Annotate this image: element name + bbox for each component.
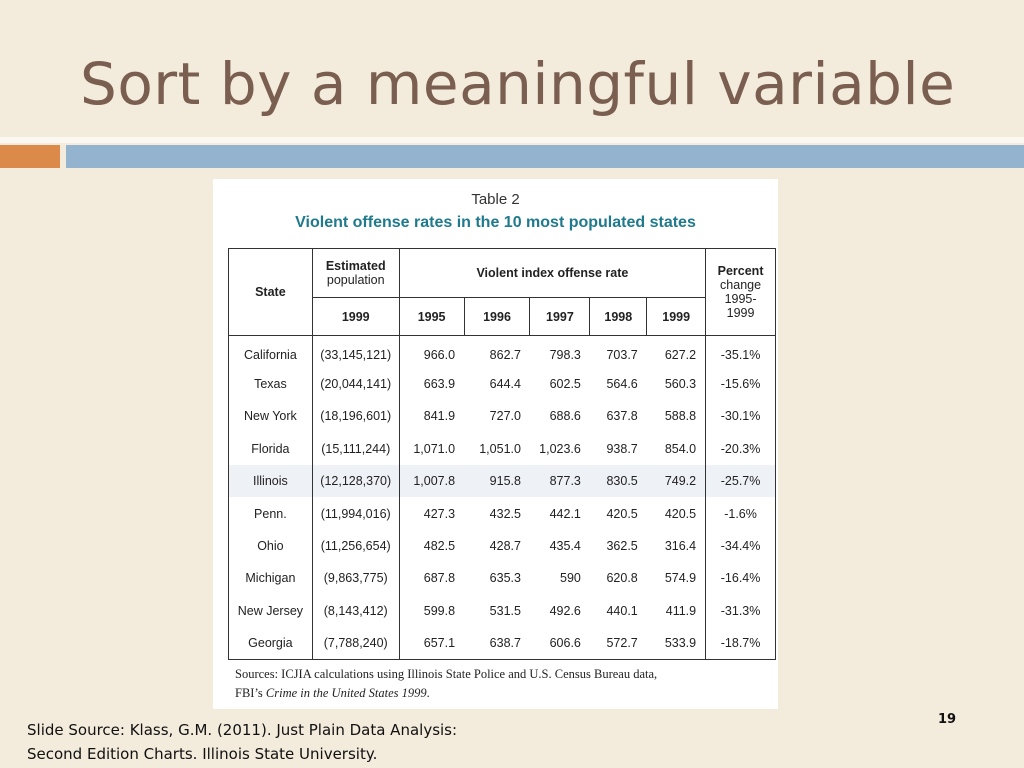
- cell-population: (8,143,412): [312, 595, 399, 627]
- cell-percent-change: -31.3%: [706, 595, 776, 627]
- cell-percent-change: -15.6%: [706, 368, 776, 400]
- cell-1997: 602.5: [549, 377, 581, 392]
- cell-state: Ohio: [229, 530, 313, 562]
- cell-percent-change: -25.7%: [706, 465, 776, 497]
- cell-1999: 411.9: [647, 595, 706, 627]
- cell-percent-change: -34.4%: [706, 530, 776, 562]
- cell-percent-change: -18.7%: [706, 627, 776, 659]
- cell-1995: 841.9: [399, 400, 464, 432]
- sources-publication: Crime in the United States 1999: [265, 686, 427, 700]
- cell-1997: 606.6: [530, 627, 590, 659]
- table-row: [229, 336, 776, 368]
- cell-1996: 531.5: [489, 603, 521, 618]
- cell-population: (12,128,370): [312, 465, 399, 497]
- cell-1996: 915.8: [464, 465, 530, 497]
- table-row: [229, 433, 776, 465]
- table-row: [229, 400, 776, 432]
- cell-1995: 966.0: [399, 336, 464, 368]
- footer-line1: Slide Source: Klass, G.M. (2011). Just Plain Data Analysis:: [27, 721, 458, 739]
- table-row: [229, 530, 776, 562]
- cell-1999: 533.9: [647, 627, 706, 659]
- cell-1995: 599.8: [399, 595, 464, 627]
- cell-1999: 854.0: [647, 433, 706, 465]
- cell-population: (20,044,141): [312, 368, 399, 400]
- cell-1996: 635.3: [489, 571, 521, 586]
- header-year-1997: 1997: [530, 298, 590, 336]
- sources-prefix: FBI’s: [235, 686, 266, 700]
- header-population-line1: Estimated: [325, 259, 386, 273]
- cell-1997: 492.6: [549, 603, 581, 618]
- cell-1996: 727.0: [489, 409, 521, 424]
- cell-1997: 798.3: [549, 347, 581, 362]
- cell-percent-change: -1.6%: [706, 497, 776, 529]
- cell-state: Florida: [229, 433, 313, 465]
- table-row: [229, 595, 776, 627]
- header-population-line2: population: [326, 273, 385, 287]
- cell-1998: 440.1: [606, 603, 638, 618]
- cell-1996: 432.5: [489, 506, 521, 521]
- cell-1999: 420.5: [647, 497, 706, 529]
- table-caption: Table 2: [471, 191, 520, 208]
- cell-1997: 688.6: [549, 409, 581, 424]
- cell-1996: 644.4: [489, 377, 521, 392]
- header-rate-group: Violent index offense rate: [399, 249, 705, 298]
- header-year-1996: 1996: [464, 298, 530, 336]
- cell-1998: 830.5: [590, 465, 647, 497]
- header-pop-year: 1999: [312, 298, 399, 336]
- offense-rate-table: [228, 248, 776, 660]
- header-percent-change: [706, 249, 776, 336]
- header-state: State: [229, 249, 313, 336]
- cell-population: (33,145,121): [312, 336, 399, 368]
- cell-state: Illinois: [229, 465, 313, 497]
- table-row: [229, 562, 776, 594]
- footer-line2: Second Edition Charts. Illinois State University.: [27, 745, 378, 763]
- cell-percent-change: -35.1%: [706, 336, 776, 368]
- cell-1995: 482.5: [399, 530, 464, 562]
- cell-1998: 564.6: [606, 377, 638, 392]
- cell-state: Texas: [229, 368, 313, 400]
- cell-1998: 572.7: [590, 627, 647, 659]
- cell-1998: 362.5: [606, 539, 638, 554]
- table-row: [229, 465, 776, 497]
- header-pct-line2: change: [720, 278, 762, 292]
- cell-population: (15,111,244): [312, 433, 399, 465]
- cell-percent-change: -16.4%: [706, 562, 776, 594]
- cell-population: (18,196,601): [312, 400, 399, 432]
- cell-population: (11,994,016): [312, 497, 399, 529]
- slide-source-footer: [27, 718, 457, 766]
- sources-line2: [235, 684, 765, 703]
- cell-1997: 435.4: [549, 539, 581, 554]
- cell-state: Michigan: [229, 562, 313, 594]
- cell-1998: 420.5: [606, 506, 638, 521]
- header-year-1995: 1995: [399, 298, 464, 336]
- cell-state: Penn.: [229, 497, 313, 529]
- cell-1996: 862.7: [489, 347, 521, 362]
- cell-1995: 657.1: [399, 627, 464, 659]
- cell-1999: 316.4: [647, 530, 706, 562]
- cell-population: (11,256,654): [312, 530, 399, 562]
- sources-suffix: .: [426, 686, 430, 700]
- page-number: 19: [938, 712, 957, 727]
- cell-1999: 588.8: [647, 400, 706, 432]
- cell-1999: 574.9: [647, 562, 706, 594]
- cell-1998: 620.8: [606, 571, 638, 586]
- cell-1999: 627.2: [647, 336, 706, 368]
- cell-percent-change: -20.3%: [706, 433, 776, 465]
- cell-1999: 749.2: [647, 465, 706, 497]
- table-row: [229, 627, 776, 659]
- cell-1998: 703.7: [606, 347, 638, 362]
- cell-1995: 1,071.0: [399, 433, 464, 465]
- table-row: [229, 497, 776, 529]
- cell-1996: 428.7: [489, 539, 521, 554]
- table-sources: [235, 665, 765, 703]
- header-pct-line1: Percent: [717, 264, 764, 278]
- cell-1997: 1,023.6: [539, 441, 581, 456]
- table-figure: [213, 179, 778, 709]
- cell-1996: 1,051.0: [479, 441, 521, 456]
- header-pct-line3: 1995-: [724, 292, 757, 306]
- cell-1995: 1,007.8: [399, 465, 464, 497]
- cell-state: New York: [229, 400, 313, 432]
- accent-bar-orange: [0, 145, 60, 168]
- header-year-1998: 1998: [590, 298, 647, 336]
- cell-1999: 560.3: [647, 368, 706, 400]
- table-row: [229, 368, 776, 400]
- cell-state: New Jersey: [229, 595, 313, 627]
- cell-1996: 638.7: [464, 627, 530, 659]
- cell-1997: 442.1: [549, 506, 581, 521]
- accent-bar-blue: [66, 145, 1024, 168]
- title-divider: [0, 137, 1024, 143]
- cell-1995: 427.3: [399, 497, 464, 529]
- cell-1998: 637.8: [606, 409, 638, 424]
- cell-state: Georgia: [229, 627, 313, 659]
- cell-population: (7,788,240): [312, 627, 399, 659]
- cell-state: California: [229, 336, 313, 368]
- cell-1997: 877.3: [530, 465, 590, 497]
- cell-1997: 590: [560, 571, 581, 586]
- slide-title: Sort by a meaningful variable: [80, 50, 956, 118]
- table-title: Violent offense rates in the 10 most populated states: [295, 214, 696, 231]
- cell-percent-change: -30.1%: [706, 400, 776, 432]
- header-pct-line4: 1999: [726, 306, 755, 320]
- cell-1995: 663.9: [399, 368, 464, 400]
- cell-1998: 938.7: [606, 441, 638, 456]
- sources-line1: Sources: ICJIA calculations using Illinois State Police and U.S. Census Bureau data,: [235, 667, 658, 681]
- cell-1995: 687.8: [399, 562, 464, 594]
- cell-population: (9,863,775): [312, 562, 399, 594]
- header-year-1999: 1999: [647, 298, 706, 336]
- header-population: [312, 249, 399, 298]
